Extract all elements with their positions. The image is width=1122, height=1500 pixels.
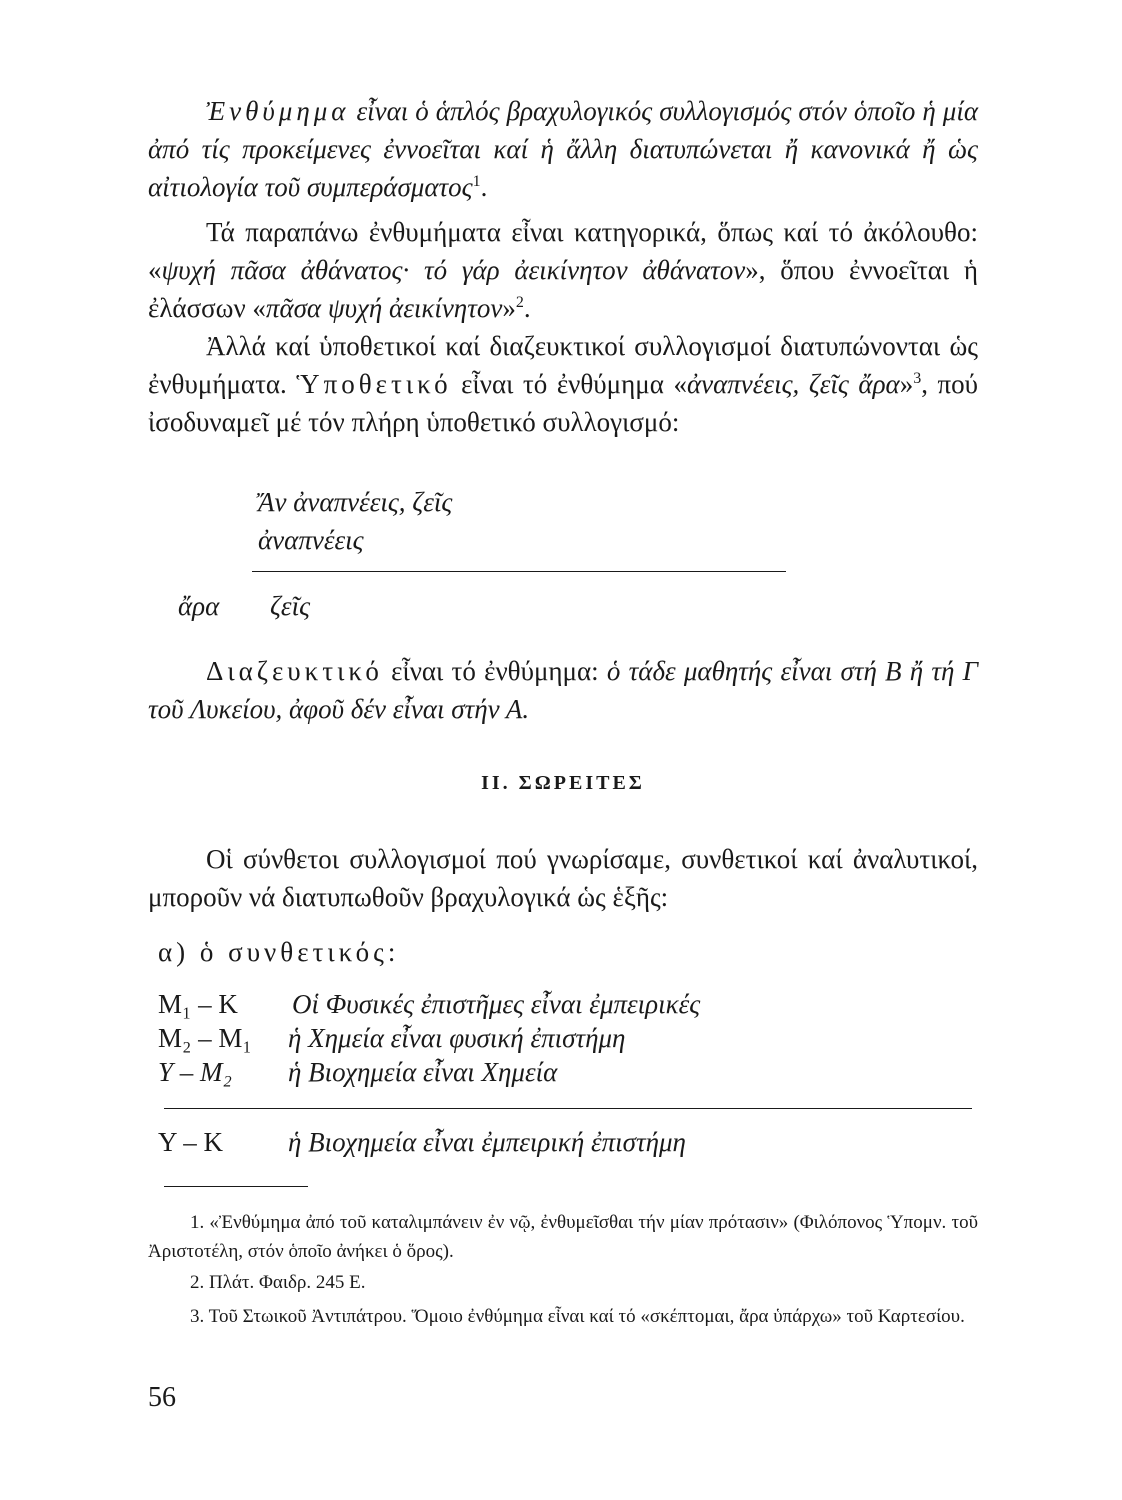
section-heading: ΙΙ. ΣΩΡΕΙΤΕΣ [481, 772, 645, 794]
quote-breathing: ἀναπνέεις, ζεῖς ἄρα [686, 369, 900, 399]
conclusion-rule [164, 1108, 972, 1109]
premise-key-1: M₁ – K [158, 989, 238, 1019]
term-enthymeme: Ἐνθύμημα [206, 96, 350, 126]
syllogism-conclusion: ζεῖς [270, 591, 311, 621]
premise-key-2: M₂ – M₁ [158, 1023, 252, 1053]
footnote-ref-3: 3 [913, 370, 922, 387]
syllogism-premise-1: Ἄν ἀναπνέεις, ζεῖς [258, 487, 453, 517]
paragraph-hypothetical [148, 327, 978, 441]
footnote-separator [164, 1186, 308, 1187]
syllogism-rule [252, 571, 786, 572]
synthetic-label: α) ὁ συνθετικός: [158, 937, 400, 967]
period: . [480, 172, 488, 202]
conclusion-text: ἡ Βιοχημεία εἶναι ἐμπειρική ἐπιστήμη [288, 1127, 686, 1157]
footnote-2: 2. Πλάτ. Φαιδρ. 245 Ε. [190, 1272, 366, 1293]
text-segment: Τά παραπάνω ἐνθυμήματα εἶναι κατηγορικά, ὅπως καί τό ἀκόλουθο: « [148, 217, 978, 285]
quote-psyche: ψυχή πᾶσα ἀθάνατος· τό γάρ ἀεικίνητον ἀθάνατον [161, 255, 746, 285]
footnote-3: 3. Τοῦ Στωικοῦ Ἀντιπάτρου. Ὅμοιο ἐνθύμημα εἶναι καί τό «σκέπτομαι, ἄρα ὑπάρχω» τοῦ Καρτεσίου. [190, 1306, 965, 1327]
period: . [523, 293, 531, 323]
text-segment: Οἱ σύνθετοι συλλογισμοί πού γνωρίσαμε, συνθετικοί καί ἀναλυτικοί, μποροῦν νά διατυπωθοῦν βραχυλογικά ὡς ἑξῆς: [148, 844, 978, 912]
text-segment: Ἀλλά καί ὑποθετικοί καί διαζευκτικοί συλλογισμοί διατυπώνονται ὡς ἐνθυμήματα. [148, 331, 978, 399]
term-hypothetical: Ὑποθετικό [296, 369, 452, 399]
paragraph-compound [148, 840, 978, 916]
syllogism-conclusion-label: ἄρα [178, 591, 220, 621]
premise-text-3: ἡ Βιοχημεία εἶναι Χημεία [288, 1057, 558, 1087]
text-segment: » [899, 369, 914, 399]
premise-text-1: Οἱ Φυσικές ἐπιστῆμες εἶναι ἐμπειρικές [292, 989, 701, 1019]
text-segment: » [502, 293, 516, 323]
term-disjunctive: Διαζευκτικό [206, 656, 383, 686]
footnote-1: 1. «Ἐνθύμημα ἀπό τοῦ καταλιμπάνειν ἐν νῷ, ἐνθυμεῖσθαι τήν μίαν πρότασιν» (Φιλόπονος Ὑπομν. τοῦ Ἀριστοτέλη, στόν ὁποῖο ἀνήκει ὁ ὅρος). [148, 1212, 978, 1262]
text-segment: εἶναι τό ἐνθύμημα « [451, 369, 687, 399]
definition-text: εἶναι ὁ ἁπλός βραχυλογικός συλλογισμός στόν ὁποῖο ἡ μία ἀπό τίς προκείμενες ἐννοεῖται καί ἡ ἄλλη διατυπώνεται ἤ κανονικά ἤ ὡς αἰτιολογία τοῦ συμπεράσματος [148, 96, 978, 202]
footnote-ref-2: 2 [515, 294, 524, 311]
conclusion-key: Y – K [158, 1127, 223, 1157]
paragraph-enthymeme-definition [148, 92, 978, 206]
premise-key-3: Y – M₂ [158, 1057, 232, 1087]
example-student: ὁ τάδε μαθητής εἶναι στή Β ἤ τή Γ τοῦ Λυκείου, ἀφοῦ δέν εἶναι στήν Α. [148, 656, 978, 724]
paragraph-categorical [148, 213, 978, 327]
premise-text-2: ἡ Χημεία εἶναι φυσική ἐπιστήμη [288, 1023, 626, 1053]
paragraph-disjunctive [148, 652, 978, 728]
text-segment: εἶναι τό ἐνθύμημα: [382, 656, 607, 686]
text-segment: , πού ἰσοδυναμεῖ μέ τόν πλήρη ὑποθετικό συλλογισμό: [148, 369, 979, 437]
text-segment: », ὅπου ἐννοεῖται ἡ ἐλάσσων « [148, 255, 978, 323]
syllogism-premise-2: ἀναπνέεις [258, 525, 364, 555]
footnote-ref-1: 1 [472, 173, 481, 190]
quote-minor-premise: πᾶσα ψυχή ἀεικίνητον [265, 293, 503, 323]
page-number: 56 [148, 1382, 176, 1413]
